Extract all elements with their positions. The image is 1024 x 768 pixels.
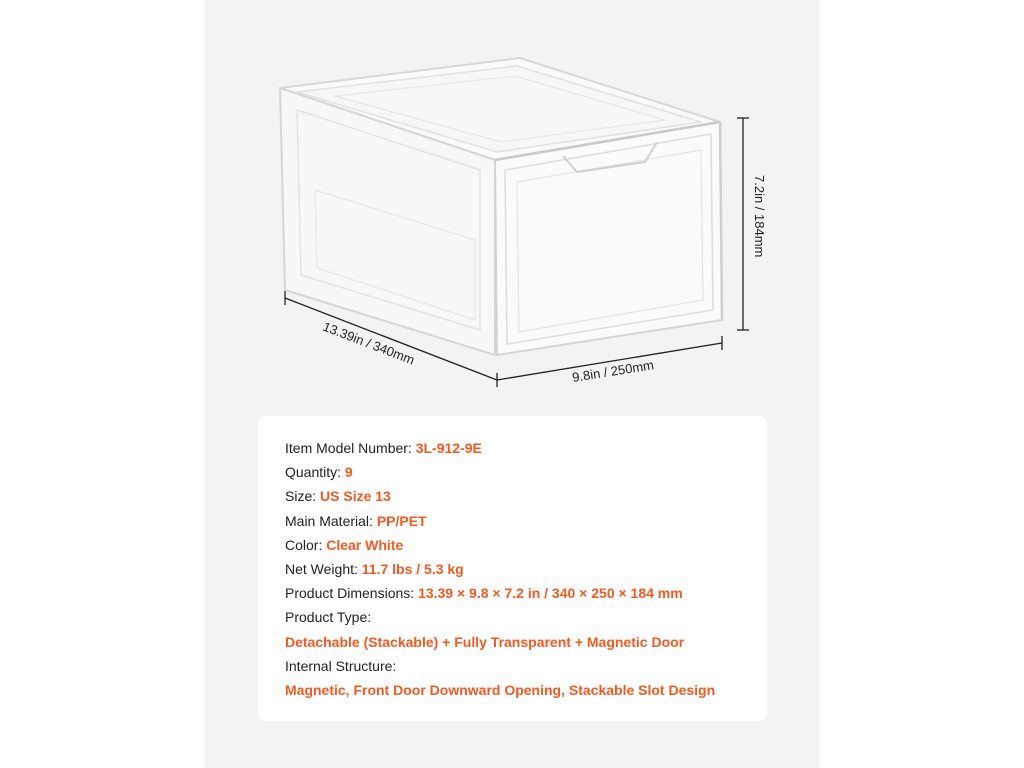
spec-label: Product Type:	[285, 609, 372, 626]
spec-label: Internal Structure:	[285, 657, 397, 674]
length-dimension-label: 13.39in / 340mm	[320, 318, 417, 368]
spec-label: Product Dimensions:	[285, 585, 419, 602]
spec-product-type-value	[285, 630, 767, 654]
spec-material	[285, 509, 767, 533]
spec-value: 13.39 × 9.8 × 7.2 in / 340 × 250 × 184 mm	[418, 585, 683, 602]
width-dimension-label: 9.8in / 250mm	[571, 357, 655, 385]
spec-size	[285, 484, 767, 508]
spec-net-weight	[285, 557, 767, 581]
height-dimension-label: 7.2in / 184mm	[752, 175, 767, 258]
spec-product-type-label	[285, 605, 767, 629]
spec-internal-structure-value	[285, 678, 767, 702]
spec-value: 11.7 lbs / 5.3 kg	[361, 561, 464, 578]
spec-value: 3L-912-9E	[415, 440, 482, 456]
spec-value: 9	[344, 464, 353, 481]
spec-model-number	[285, 436, 767, 460]
product-illustration	[205, 0, 819, 400]
spec-label: Net Weight:	[285, 561, 362, 578]
product-panel	[205, 0, 819, 768]
spec-value: Clear White	[326, 536, 404, 553]
spec-internal-structure-label	[285, 654, 767, 678]
spec-value: Magnetic, Front Door Downward Opening, Stackable Slot Design	[285, 682, 716, 699]
spec-quantity	[285, 460, 767, 484]
spec-dimensions	[285, 581, 767, 605]
spec-label: Size:	[285, 488, 321, 505]
spec-label: Item Model Number:	[285, 440, 416, 456]
spec-label: Main Material:	[285, 512, 377, 529]
spec-label: Color:	[285, 536, 327, 553]
spec-color	[285, 533, 767, 557]
spec-value: PP/PET	[376, 512, 427, 529]
spec-value: US Size 13	[320, 488, 391, 505]
spec-card	[258, 416, 767, 721]
spec-label: Quantity:	[285, 464, 345, 481]
storage-box-image	[280, 58, 722, 355]
spec-value: Detachable (Stackable) + Fully Transparent + Magnetic Door	[285, 633, 685, 650]
